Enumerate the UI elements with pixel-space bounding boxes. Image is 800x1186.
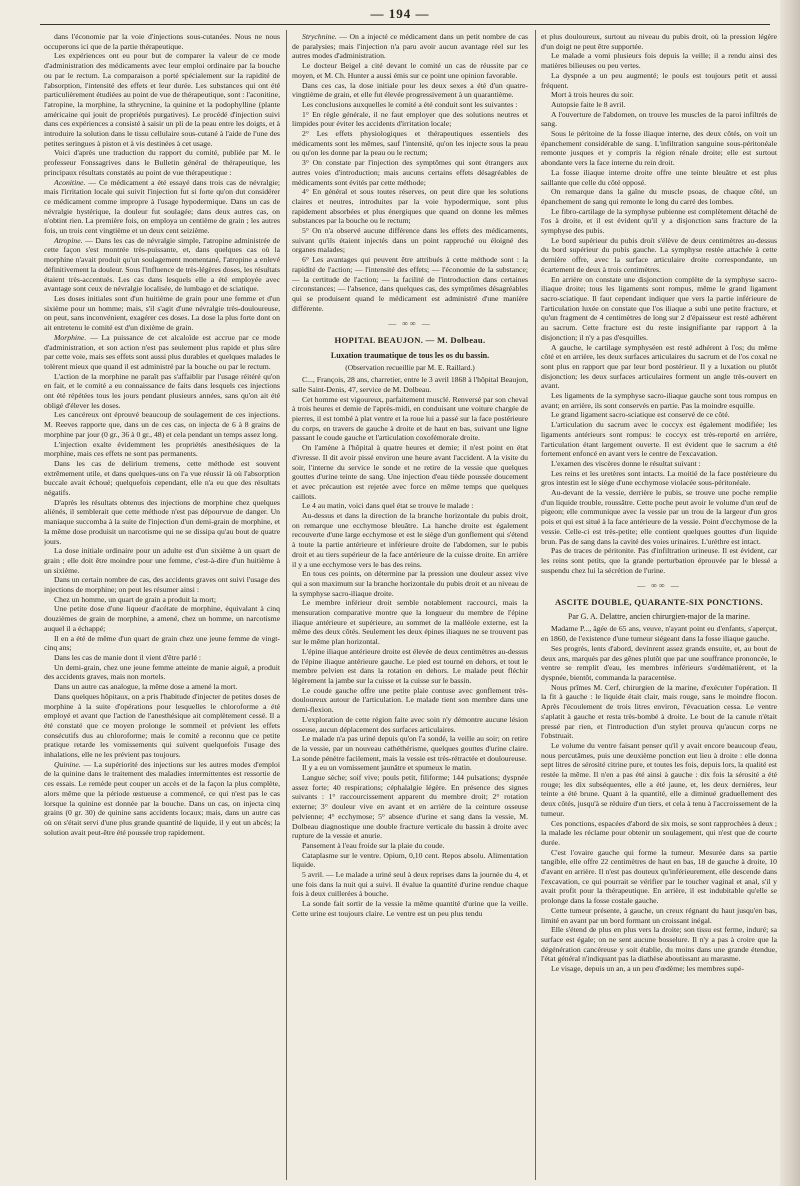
section-lead: Quinine. — [54, 759, 81, 769]
column-3 — [541, 32, 777, 1182]
paragraph: En tous ces points, on détermine par la pression une douleur assez vive qui a son maximum sur la branche horizontale du pubis droit et au niveau de la symphyse sacro-iliaque droite. — [292, 569, 528, 598]
paragraph: 5 avril. — Le malade a uriné seul à deux reprises dans la journée du 4, et une fois dans la nuit qui a suivi. Il évalue la quantité d'urine rendue chaque fois à deux cuillerées à bouche. — [292, 870, 528, 899]
paragraph: A l'ouverture de l'abdomen, on trouve les muscles de la paroi infiltrés de sang. — [541, 109, 777, 129]
paragraph: Ses progrès, lents d'abord, devinrent assez grands ensuite, et, au bout de deux ans, marqués par des gênes plutôt que par une souffrance prononcée, le ventre se remplit d'eau, les membres inférieurs s'œdématièrent, et la dyspnée, bientôt, commanda la paracentèse. — [541, 643, 777, 682]
paragraph — [44, 236, 280, 294]
paragraph: Ces ponctions, espacées d'abord de six mois, se sont rapprochées à deux ; la malade les réclame pour obtenir un soulagement, qui n'est que de courte durée. — [541, 818, 777, 847]
paragraph: Chez un homme, un quart de grain a produit la mort; — [54, 594, 217, 604]
paragraph: La dyspnée a un peu augmenté; le pouls est toujours petit et aussi fréquent. — [541, 70, 777, 90]
section-separator: — ∞∞ — — [637, 581, 681, 591]
paragraph: Le malade a vomi plusieurs fois depuis la veille; il a rendu ainsi des matières bilieuses ou peu vertes. — [541, 51, 777, 71]
paragraph: A gauche, le cartilage symphyséen est resté adhérent à l'os; du même côté et en arrière, les deux surfaces articulaires du sacrum et de l'os coxal ne sont plus en rapport que par leur bord postérieur. Il y a luxation ou plutôt disjonction; les deux surfaces articulaires forment un angle très-ouvert en avant. — [541, 342, 777, 391]
paragraph: On l'amène à l'hôpital à quatre heures et demie; il n'est point en état d'ivresse. Il dit avoir pissé environ une heure avant l'accident. A la visite du soir, l'interne du service le sonde et ne retire de la vessie que quelques gouttes d'urine teinte de sang. Une injection d'eau tiède poussée doucement et avec précaution est rejetée avec force en même temps que quelques caillots. — [292, 443, 528, 501]
paragraph: Dans un certain nombre de cas, des accidents graves ont suivi l'usage des injections de morphine; on peut les résumer ainsi : — [44, 575, 280, 595]
section-separator: — ∞∞ — — [388, 319, 432, 329]
paragraph: On remarque dans la gaîne du muscle psoas, de chaque côté, un épanchement de sang qui remonte le long du carré des lombes. — [541, 187, 777, 206]
paragraph: Les ligaments de la symphyse sacro-iliaque gauche sont tous rompus en avant; en arrière, ils sont conservés en partie. Pas la moindre esquille. — [541, 391, 777, 410]
paragraph: C..., François, 28 ans, charretier, entre le 3 avril 1868 à l'hôpital Beaujon, salle Saint-Denis, 47, service de M. Dolbeau. — [292, 375, 528, 394]
paragraph: Les conclusions auxquelles le comité a été conduit sont les suivantes : — [302, 99, 518, 109]
article-author: Par G. A. Delattre, ancien chirurgien-major de la marine. — [567, 611, 750, 621]
paragraph: Elle s'étend de plus en plus vers la droite; son tissu est ferme, induré; sa surface est égale; on ne sent aucune bosselure. Il n'y a pas à croire que la dégénération cancéreuse y soit établie, du moins dans une grande étendue, l'état général n'indiquant pas la diathèse aboutissant au marasme. — [541, 925, 777, 964]
paragraph-text: — On a injecté ce médicament dans un petit nombre de cas de paralysies; mais l'injection n'a paru avoir aucun avantage réel sur les autres modes d'administration. — [292, 32, 528, 61]
paragraph: 2° Les effets physiologiques et thérapeutiques essentiels des médicaments sont les mêmes, sauf l'intensité, qu'on les injecte sous la peau ou qu'on les donne par la peau ou le rectum; — [292, 129, 528, 158]
paragraph: Dans les cas de delirium tremens, cette méthode est souvent extrêmement utile, et dans quelques-uns on l'a vue réussir là où l'absorption buccale avait échoué; quelquefois cependant, elle n'a eu que des résultats négatifs. — [44, 458, 280, 498]
paragraph: 4° En général et sous toutes réserves, on peut dire que les solutions claires et neutres, introduites par la voie hypodermique, sont plus rapidement absorbées et plus énergiques que quand on donne les mêmes substances par la bouche ou le rectum; — [292, 187, 528, 226]
column-1 — [44, 32, 280, 1182]
paragraph: L'injection exalte évidemment les propriétés anesthésiques de la morphine, mais ces effets ne sont pas permanents. — [44, 439, 280, 459]
paragraph: 3° On constate par l'injection des symptômes qui sont étrangers aux autres voies d'introduction; mais aucuns certains effets désagréables de médicaments sont évités par cette méthode; — [292, 158, 528, 187]
paragraph: Le membre inférieur droit semble notablement raccourci, mais la mensuration comparative montre que la longueur du membre de l'épine iliaque antérieure et supérieure, au sommet de la malléole externe, est la même des deux côtés. Seulement les deux épines iliaques ne se trouvent pas sur le même plan horizontal. — [292, 598, 528, 647]
paragraph: Une petite dose d'une liqueur d'acétate de morphine, équivalant à cinq douzièmes de grain de morphine, a amené, chez un homme, un narcotisme auquel il a échappé; — [44, 604, 280, 633]
paragraph: Le volume du ventre faisant penser qu'il y avait encore beaucoup d'eau, nous percutâmes, puis une deuxième ponction eut lieu à droite : elle donna sept litres de sérosité citrine pure, et toutes les fois, depuis lors, la qualité est restée la même. Il n'en a pas été ainsi à gauche : dix fois la sérosité a été rouge; les dix subséquentes, elle a été jaune, et, les deux dernières, leur teinte a été brune. Quant à la quantité, elle a diminué graduellement des deux côtés, jusqu'à se réduire d'un tiers, et cela à tenu à l'accroissement de la tumeur. — [541, 740, 777, 818]
paragraph: La fosse iliaque interne droite offre une teinte bleuâtre et est plus saillante que celle du côté opposé. — [541, 167, 777, 187]
paragraph: dans l'économie par la voie d'injections sous-cutanées. Nous ne nous occuperons ici que de la partie thérapeutique. — [44, 32, 280, 51]
paragraph: 5° On n'a observé aucune différence dans les effets des médicaments, suivant qu'ils étaient injectés dans un point rapproché ou éloigné des organes malades; — [292, 226, 528, 255]
paragraph: Nous prîmes M. Cerf, chirurgien de la marine, d'exécuter l'opération. Il la fit à gauche : le liquide était clair, mais rouge, sans le moindre flocon. Après l'écoulement de trois litres environ, l'évacuation cessa. Le ventre s'aplatit à gauche et resta très-bombé à droite. Le bout de la canule n'était pressé par rien, et l'introduction d'un stylet prouva qu'aucun corps ne l'obstruait. — [541, 682, 777, 741]
paragraph: Au-dessus et dans la direction de la branche horizontale du pubis droit, on remarque une ecchymose bleuâtre. La hanche droite est également recouverte d'une large ecchymose et est le siège d'un gonflement qui s'étend à toute la partie antérieure et inférieure droite de l'abdomen, sur le pubis droit et au tiers supérieur de la face antérieure de la cuisse droite. En arrière il y a une ecchymose vers le bas des reins. — [292, 511, 528, 569]
paragraph: Dans les cas de manie dont il vient d'être parlé : — [54, 653, 201, 662]
paragraph: Pansement à l'eau froide sur la plaie du coude. — [302, 840, 445, 850]
header-rule — [40, 24, 770, 25]
paragraph: La dose initiale ordinaire pour un adulte est d'un sixième à un quart de grain ; elle doit être moindre pour une femme, c'est-à-dire d'un huitième à un sixième. — [44, 546, 280, 575]
paragraph: Dans ces cas, la dose initiale pour les deux sexes a été d'un quatre-vingtième de grain, et elle fut élevée progressivement à un quarantième. — [292, 80, 528, 100]
section-lead: Atropine. — [54, 235, 83, 245]
paragraph: Mort à trois heures du soir. — [551, 90, 634, 100]
paragraph: Cette tumeur présente, à gauche, un creux régnant du haut jusqu'en bas, limité en avant par un bord formant un croissant inégal. — [541, 905, 777, 925]
paragraph: L'action de la morphine ne paraît pas s'affaiblir par l'usage réitéré qu'on en fait, et le comité a eu connaissance de faits dans lesquels ces injections ont été répétées tous les jours pendant plusieurs années, sans qu'on ait été obligé d'élever les doses. — [44, 371, 280, 410]
paragraph: Madame P..., âgée de 65 ans, veuve, n'ayant point eu d'enfants, s'aperçut, en 1860, de l'existence d'une tumeur siégeant dans la fosse iliaque gauche. — [541, 624, 777, 644]
paragraph-text: — Dans les cas de névralgie simple, l'atropine administrée de cette façon s'est montrée très-puissante, et, dans quelques cas où la morphine n'avait produit qu'un soulagement momentané, l'atropine a enlevé définitivement la douleur. Sous l'influence de très-légères doses, les résultats étaient très-accentués. Les cas dans lesquels elle a été employée avec avantage sont ceux de névralgie localisée, de lumbago et de sciatique. — [44, 235, 280, 294]
paragraph: Le bord supérieur du pubis droit s'élève de deux centimètres au-dessus du bord supérieur du pubis gauche. La symphyse restée attachée à cette dernière offre, avec la surface articulaire droite correspondante, un écartement de deux à trois centimètres. — [541, 235, 777, 274]
page-edge-shadow — [780, 0, 800, 1186]
paragraph: Dans un autre cas analogue, la même dose a amené la mort. — [54, 682, 238, 692]
paragraph: Le grand ligament sacro-sciatique est conservé de ce côté. — [551, 410, 730, 420]
paragraph: Le coude gauche offre une petite plaie contuse avec gonflement très-douloureux autour de l'articulation. Le malade tient son membre dans une demi-flexion. — [292, 685, 528, 715]
paragraph: Voici d'après une traduction du rapport du comité, publiée par M. le professeur Fonssagrives dans le Bulletin général de thérapeutique, les principaux résultats constatés au point de vue thérapeutique : — [44, 148, 280, 177]
article-note: (Observation recueillie par M. E. Raillard.) — [345, 362, 475, 372]
paragraph: Il en a été de même d'un quart de grain chez une jeune femme de vingt-cinq ans; — [44, 633, 280, 653]
paragraph: L'exploration de cette région faite avec soin n'y démontre aucune lésion osseuse, aucun déplacement des surfaces articulaires. — [292, 714, 528, 734]
paragraph-text: — La puissance de cet alcaloïde est accrue par ce mode d'administration, et son action n'est pas seulement plus rapide et plus sûre par cette voie, mais ses effets sont aussi plus durables et quelques malades le tolèrent mieux que quand il est administré par la bouche ou par le rectum. — [44, 332, 280, 371]
paragraph: Le malade n'a pas uriné depuis qu'on l'a sondé, la veille au soir; on retire de la vessie, par un nouveau cathéthérisme, quelques gouttes d'urine claire. La sonde pénètre facilement, mais la vessie est très-rétractée et douloureuse. — [292, 734, 528, 763]
paragraph — [44, 178, 280, 236]
paragraph: Au-devant de la vessie, derrière le pubis, se trouve une poche remplie d'un liquide trouble, roussâtre. Cette poche peut avoir le volume d'un œuf de pigeon; elle communique avec la vessie par un trou de la largeur d'un gros pois et qui est situé à la face antérieure de la vessie. Point d'ecchymose de la vessie. Celle-ci est très-petite; elle contient quelques gouttes d'un liquide brun. Pas de sang dans la cavité des voies urinaires. L'urèthre est intact. — [541, 488, 777, 546]
article-heading: ASCITE DOUBLE, QUARANTE-SIX PONCTIONS. — [555, 597, 763, 608]
column-divider — [286, 30, 287, 1180]
paragraph: Il y a eu un vomissement jaunâtre et spumeux le matin. — [302, 763, 472, 773]
paragraph-text: — La supériorité des injections sur les autres modes d'emploi de la quinine dans le traitement des maladies intermittentes est ressortie de ces essais. Le remède peut couper un accès et de la façon la plus complète, alors même que la période œstueuse a commencé, ce qui n'est pas le cas lorsque la quinine est donnée par la bouche. Dans un cas, on injecta cinq grains (0 gr. 30) de quinine sans accidents locaux; mais, dans un autre cas où on s'était servi d'une plus grande quantité de liquide, il y eut un abcès; la solution avait peut-être été poussée trop rapidement. — [44, 759, 280, 837]
paragraph-text: — Ce médicament a été essayé dans trois cas de névralgie; mais l'irritation locale qui suivit l'injection fut si forte qu'on dut considérer ce médicament comme impropre à l'usage hypodermique. Dans un cas de névralgie hystérique, la douleur fut soulagée; dans deux autres cas, on n'obtint rien. La première fois, on employa un centième de grain ; les autres fois, un trois cent vingtième et un deux cent seizième. — [44, 177, 280, 236]
paragraph: Dans quelques hôpitaux, on a pris l'habitude d'injecter de petites doses de morphine à la suite d'opérations pour lesquelles le chloroforme a été employé et avant que l'action de l'anesthésique ait complètement cessé. Il a été constaté que ce moyen prolonge le sommeil et prévient les effets consécutifs dus au chloroforme; mais le comité a reconnu que ce petite pratique retarde les vomissements qui suivent quelquefois l'usage des inhalations, elle ne les prévient pas toujours. — [44, 691, 280, 760]
paragraph: Sous le péritoine de la fosse iliaque interne, des deux côtés, on voit un épanchement considérable de sang. L'infiltration sanguine sous-péritonéale remonte jusques et y compris la région rénale droite; elle est surtout abondante vers la face interne du rein droit. — [541, 129, 777, 168]
section-lead: Strychnine. — [302, 32, 337, 41]
paragraph: 1° En règle générale, il ne faut employer que des solutions neutres et limpides pour éviter les accidents d'irritation locale; — [292, 109, 528, 129]
paragraph: En arrière on constate une disjonction complète de la symphyse sacro-iliaque droite; tous les ligaments sont rompus, même le grand ligament sacro-sciatique. Il faut cependant indiquer que vers la partie inférieure de l'articulation luxée on constate que l'os iliaque a subi une petite fracture, et qu'un fragment de 4 centimètres de long sur 2 d'épaisseur est resté adhérent au sacrum. Cette fracture est du reste insignifiante par rapport à la disjonction; il n'y a pas d'esquilles. — [541, 274, 777, 342]
paragraph: Pas de traces de péritonite. Pas d'infiltration urineuse. Il est évident, car les reins sont petits, que la grande perturbation éprouvée par le blessé a suspendu chez lui la sécrétion de l'urine. — [541, 546, 777, 575]
paragraph: Un demi-grain, chez une jeune femme atteinte de manie aiguë, a produit des accidents graves, mais non mortels. — [44, 662, 280, 682]
paragraph: Les cancéreux ont éprouvé beaucoup de soulagement de ces injections. M. Reeves rapporte que, dans un de ces cas, on injecta de 6 à 8 grains de morphine par jour (0 gr., 36 à 0 gr., 48) et cela pendant un temps assez long. — [44, 410, 280, 439]
article-heading: HOPITAL BEAUJON. — M. Dolbeau. — [334, 335, 486, 346]
paragraph: Autopsie faite le 8 avril. — [551, 99, 626, 109]
paragraph: La sonde fait sortir de la vessie la même quantité d'urine que la veille. Cette urine est toujours claire. Le ventre est un peu plus tendu — [292, 899, 528, 918]
paragraph: Le visage, depuis un an, a un peu d'œdème; les membres supé- — [551, 964, 744, 974]
column-2 — [292, 32, 528, 1182]
paragraph: L'épine iliaque antérieure droite est élevée de deux centimètres au-dessus de l'épine iliaque antérieure gauche. Le pied est tourné en dehors, et tout le membre pelvien est dans la rotation en dehors. Le malade peut fléchir légèrement la jambe sur la cuisse et la cuisse sur le bassin. — [292, 646, 528, 685]
paragraph: C'est l'ovaire gauche qui forme la tumeur. Mesurée dans sa partie tangible, elle offre 22 centimètres de haut en bas, 18 de gauche à droite, 10 d'avant en arrière. Il n'est pas douteux qu'inférieurement, elle descende dans l'excavation, ce qui pourrait se vérifier par le toucher vaginal et anal, s'il y avait profit pour la thérapeutique. En arrière, il est indubitable qu'elle se prolonge dans la fosse costale gauche. — [541, 847, 777, 906]
paragraph — [292, 32, 528, 61]
paragraph: Cet homme est vigoureux, parfaitement musclé. Renversé par son cheval à trois heures et demie de l'après-midi, en conduisant une voiture chargée de pierres, il est tombé à plat ventre et la roue lui a passé sur la face postérieure du corps, en travers de gauche à droite et de haut en bas, suivant une ligne passant le coude gauche et l'articulation coxofémorale droite. — [292, 394, 528, 443]
paragraph: Les expériences ont eu pour but de comparer la valeur de ce mode d'administration des médicaments avec leur emploi ordinaire par la bouche ou par le rectum. La comparaison a porté spécialement sur la rapidité de l'absorption, l'intensité des effets et leur durée. Les substances qui ont été particulièrement étudiées au point de vue de thérapeutique, sont : l'aconitine, l'atropine, la morphine, la sthrycnine, la quinine et la podophylline (plante américaine qui jouit de propriétés purgatives). Le procédé d'injection suivi dans ces expériences a consisté à saisir un pli de la peau entre les doigts, et à introduire la solution dans le tissu cellulaire sous-cutané à l'aide de l'une des petites seringues à piston et à vis destinées à cet usage. — [44, 51, 280, 148]
article-subheading: Luxation traumatique de tous les os du bassin. — [330, 350, 490, 360]
paragraph: Langue sèche; soif vive; pouls petit, filiforme; 144 pulsations; dyspnée assez forte; 40 respirations; céphalalgie légère. En présence des signes suivants : 1° raccourcissement apparent du membre droit; 2° rotation externe; 3° douleur vive en avant et en arrière de la ceinture osseuse pelvienne; 4° ecchymose; 5° absence d'urine et sang dans la vessie, M. Dolbeau diagnostique une double fracture verticale du bassin à droite avec rupture de la vessie et anurie. — [292, 773, 528, 841]
paragraph — [44, 333, 280, 372]
paragraph: Le fibro-cartilage de la symphyse pubienne est complètement détaché de l'os à droite, et il est évident qu'il y a disjonction sans fracture de la symphyse des pubis. — [541, 206, 777, 236]
paragraph: Les reins et les uretères sont intacts. La moitié de la face postérieure du gros intestin est le siège d'une ecchymose violacée sous-péritonéale. — [541, 468, 777, 488]
section-lead: Morphine. — [54, 332, 87, 342]
paragraph: L'examen des viscères donne le résultat suivant : — [551, 458, 701, 468]
page-number: — 194 — — [370, 6, 430, 21]
paragraph: 6° Les avantages qui peuvent être attribués à cette méthode sont : la rapidité de l'action; — l'intensité des effets; — l'économie de la substance; — la certitude de l'action; — la facilité de l'introduction dans certaines circonstances; — l'absence, dans quelques cas, des symptômes désagréables qui se produisent quand le médicament est administré d'une manière différente. — [292, 255, 528, 313]
paragraph: D'après les résultats obtenus des injections de morphine chez quelques aliénés, il semblerait que cette méthode n'est pas dépourvue de danger. Un maniaque succomba à la suite de l'injection d'un demi-grain de morphine, et la même dose produisit un narcotisme qui ne se dissipa qu'au bout de quatre jours. — [44, 497, 280, 546]
paragraph: Le 4 au matin, voici dans quel état se trouve le malade : — [302, 501, 474, 511]
paragraph: Les doses initiales sont d'un huitième de grain pour une femme et d'un sixième pour un homme; mais, s'il s'agit d'une névralgie très-douloureuse, on peut, sans inconvénient, exagérer ces doses. La dose la plus forte dont on ait entretenu le comité est d'un dixième de grain. — [44, 293, 280, 333]
paragraph: et plus douloureux, surtout au niveau du pubis droit, où la pression légère d'un doigt ne peut être supportée. — [541, 32, 777, 51]
paragraph: Cataplasme sur le ventre. Opium, 0,10 cent. Repos absolu. Alimentation liquide. — [292, 850, 528, 870]
paragraph — [44, 760, 280, 838]
section-lead: Aconitine. — [54, 177, 86, 187]
paragraph: L'articulation du sacrum avec le coccyx est également modifiée; les ligaments antérieurs sont rompus: le coccyx est très-reporté en arrière, l'articulation étant largement ouverte. Il est évident que le sacrum a été fortement enfoncé en avant vers le centre de l'excavation. — [541, 420, 777, 459]
paragraph: Le docteur Beigel a cité devant le comité un cas de réussite par ce moyen, et M. Ch. Hunter a aussi émis sur ce point une opinion favorable. — [292, 61, 528, 80]
column-divider — [535, 30, 536, 1180]
